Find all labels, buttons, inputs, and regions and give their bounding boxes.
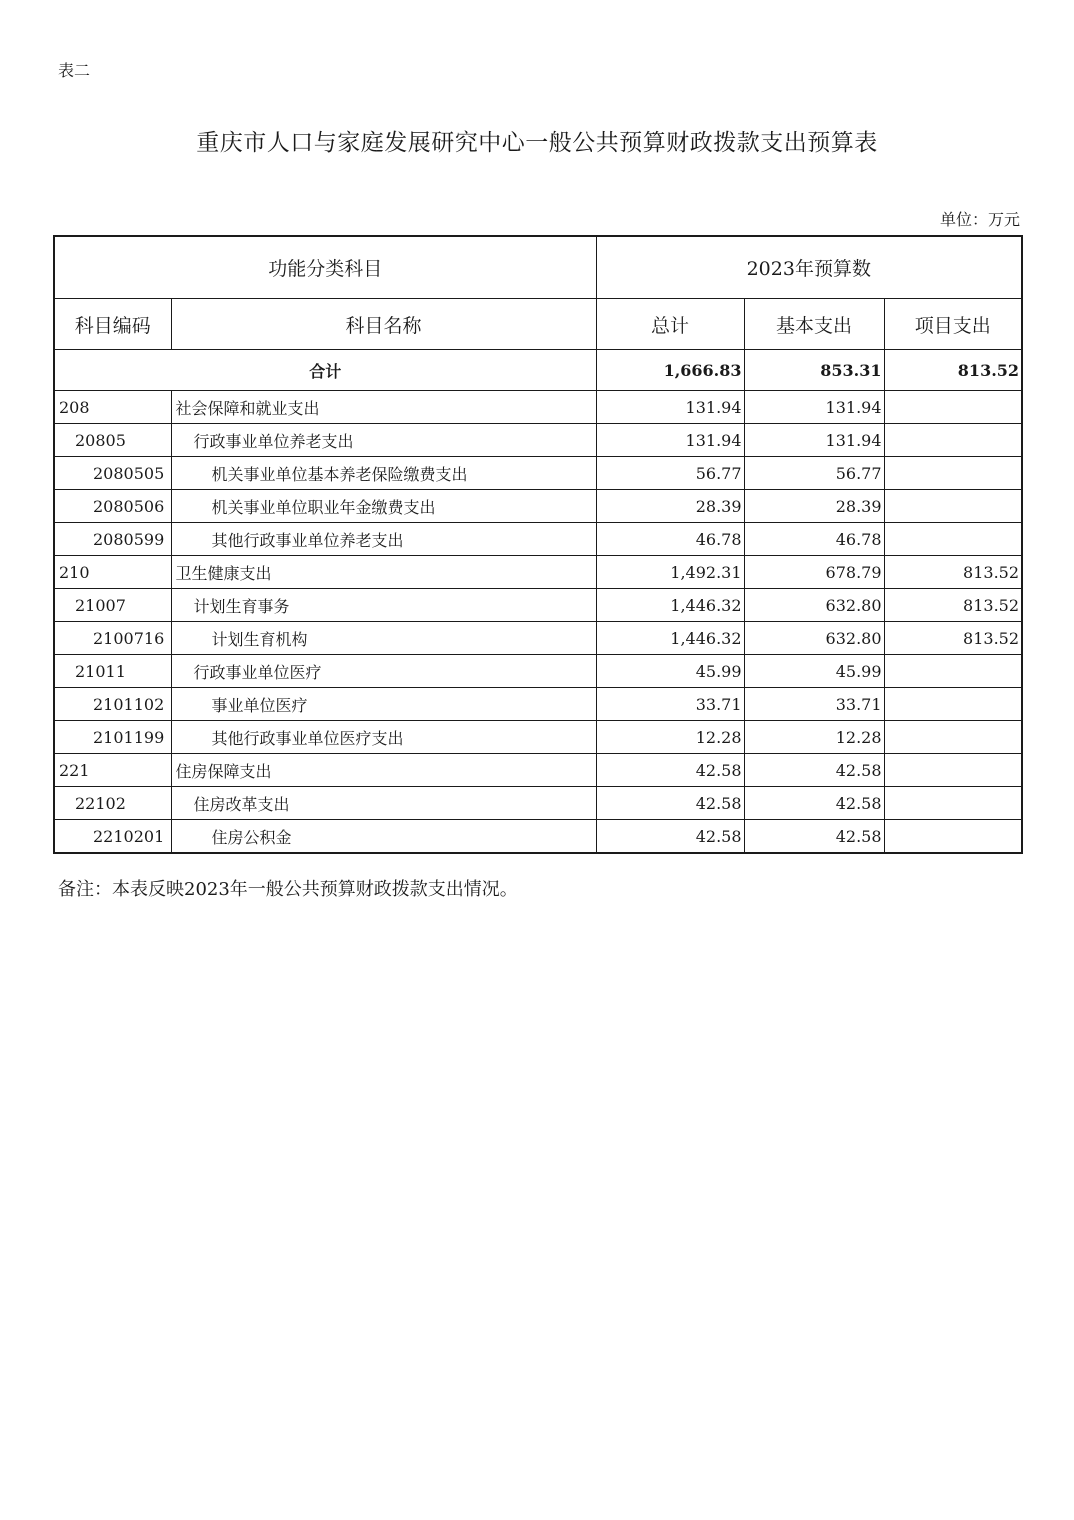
header-basic-expenditure: 基本支出: [744, 299, 884, 350]
project-expenditure-cell: [884, 655, 1022, 688]
subject-code-cell: 210: [54, 556, 171, 589]
subject-name-cell: 行政事业单位医疗: [171, 655, 596, 688]
total-cell: 42.58: [596, 754, 744, 787]
basic-expenditure-cell: 56.77: [744, 457, 884, 490]
subject-name-cell: 住房保障支出: [171, 754, 596, 787]
subject-name-cell: 计划生育机构: [171, 622, 596, 655]
basic-expenditure-cell: 42.58: [744, 754, 884, 787]
table-row: [54, 523, 1022, 556]
subject-code-cell: 21007: [54, 589, 171, 622]
basic-expenditure-cell: 46.78: [744, 523, 884, 556]
subject-code-cell: 2080505: [54, 457, 171, 490]
subject-name-cell: 行政事业单位养老支出: [171, 424, 596, 457]
table-row: [54, 820, 1022, 854]
table-row: [54, 589, 1022, 622]
subject-code-cell: 2210201: [54, 820, 171, 854]
subject-code-cell: 2080599: [54, 523, 171, 556]
subject-code-cell: 2100716: [54, 622, 171, 655]
total-row: [54, 350, 1022, 391]
subject-code-cell: 221: [54, 754, 171, 787]
header-functional-category: 功能分类科目: [54, 236, 596, 299]
table-row: [54, 688, 1022, 721]
basic-expenditure-cell: 45.99: [744, 655, 884, 688]
total-cell: 131.94: [596, 424, 744, 457]
project-expenditure-cell: 813.52: [884, 622, 1022, 655]
subject-name-cell: 机关事业单位基本养老保险缴费支出: [171, 457, 596, 490]
subject-name-cell: 卫生健康支出: [171, 556, 596, 589]
total-cell: 1,446.32: [596, 622, 744, 655]
header-total: 总计: [596, 299, 744, 350]
subject-name-cell: 其他行政事业单位养老支出: [171, 523, 596, 556]
total-cell: 42.58: [596, 820, 744, 854]
header-subject-code: 科目编码: [54, 299, 171, 350]
subject-code-cell: 20805: [54, 424, 171, 457]
total-cell: 1,446.32: [596, 589, 744, 622]
total-cell: 33.71: [596, 688, 744, 721]
table-row: [54, 754, 1022, 787]
project-expenditure-cell: [884, 424, 1022, 457]
subject-name-cell: 机关事业单位职业年金缴费支出: [171, 490, 596, 523]
subject-name-cell: 计划生育事务: [171, 589, 596, 622]
basic-expenditure-cell: 42.58: [744, 820, 884, 854]
subject-code-cell: 2080506: [54, 490, 171, 523]
header-subject-name: 科目名称: [171, 299, 596, 350]
total-label: 合计: [54, 350, 596, 391]
table-row: [54, 391, 1022, 424]
table-row: [54, 490, 1022, 523]
basic-expenditure-cell: 42.58: [744, 787, 884, 820]
total-cell: 1,492.31: [596, 556, 744, 589]
subject-code-cell: 2101102: [54, 688, 171, 721]
project-expenditure-cell: [884, 820, 1022, 854]
header-project-expenditure: 项目支出: [884, 299, 1022, 350]
subject-name-cell: 住房改革支出: [171, 787, 596, 820]
project-expenditure-cell: 813.52: [884, 589, 1022, 622]
footnote: 备注：本表反映2023年一般公共预算财政拨款支出情况。: [58, 879, 518, 900]
subject-name-cell: 事业单位医疗: [171, 688, 596, 721]
total-cell: 12.28: [596, 721, 744, 754]
table-row: [54, 655, 1022, 688]
basic-expenditure-cell: 28.39: [744, 490, 884, 523]
project-expenditure-cell: 813.52: [884, 556, 1022, 589]
total-sum: 1,666.83: [596, 350, 744, 391]
project-expenditure-cell: [884, 457, 1022, 490]
total-basic: 853.31: [744, 350, 884, 391]
subject-name-cell: 住房公积金: [171, 820, 596, 854]
subject-code-cell: 208: [54, 391, 171, 424]
subject-code-cell: 21011: [54, 655, 171, 688]
total-cell: 56.77: [596, 457, 744, 490]
table-row: [54, 424, 1022, 457]
table-row: [54, 556, 1022, 589]
subject-name-cell: 社会保障和就业支出: [171, 391, 596, 424]
project-expenditure-cell: [884, 787, 1022, 820]
header-row-columns: [54, 299, 1022, 350]
subject-code-cell: 2101199: [54, 721, 171, 754]
total-cell: 46.78: [596, 523, 744, 556]
project-expenditure-cell: [884, 523, 1022, 556]
table-number-label: 表二: [58, 61, 91, 80]
total-cell: 28.39: [596, 490, 744, 523]
header-row-group: [54, 236, 1022, 299]
table-row: [54, 787, 1022, 820]
document-title: 重庆市人口与家庭发展研究中心一般公共预算财政拨款支出预算表: [196, 130, 878, 156]
table-row: [54, 457, 1022, 490]
budget-table: [53, 235, 1023, 854]
basic-expenditure-cell: 131.94: [744, 391, 884, 424]
project-expenditure-cell: [884, 754, 1022, 787]
header-budget-2023: 2023年预算数: [596, 236, 1022, 299]
project-expenditure-cell: [884, 391, 1022, 424]
basic-expenditure-cell: 12.28: [744, 721, 884, 754]
subject-name-cell: 其他行政事业单位医疗支出: [171, 721, 596, 754]
table-row: [54, 622, 1022, 655]
total-cell: 131.94: [596, 391, 744, 424]
basic-expenditure-cell: 632.80: [744, 589, 884, 622]
total-cell: 42.58: [596, 787, 744, 820]
subject-code-cell: 22102: [54, 787, 171, 820]
project-expenditure-cell: [884, 490, 1022, 523]
table-row: [54, 721, 1022, 754]
basic-expenditure-cell: 131.94: [744, 424, 884, 457]
basic-expenditure-cell: 678.79: [744, 556, 884, 589]
total-project: 813.52: [884, 350, 1022, 391]
unit-label: 单位：万元: [939, 210, 1020, 229]
basic-expenditure-cell: 632.80: [744, 622, 884, 655]
project-expenditure-cell: [884, 688, 1022, 721]
project-expenditure-cell: [884, 721, 1022, 754]
basic-expenditure-cell: 33.71: [744, 688, 884, 721]
total-cell: 45.99: [596, 655, 744, 688]
